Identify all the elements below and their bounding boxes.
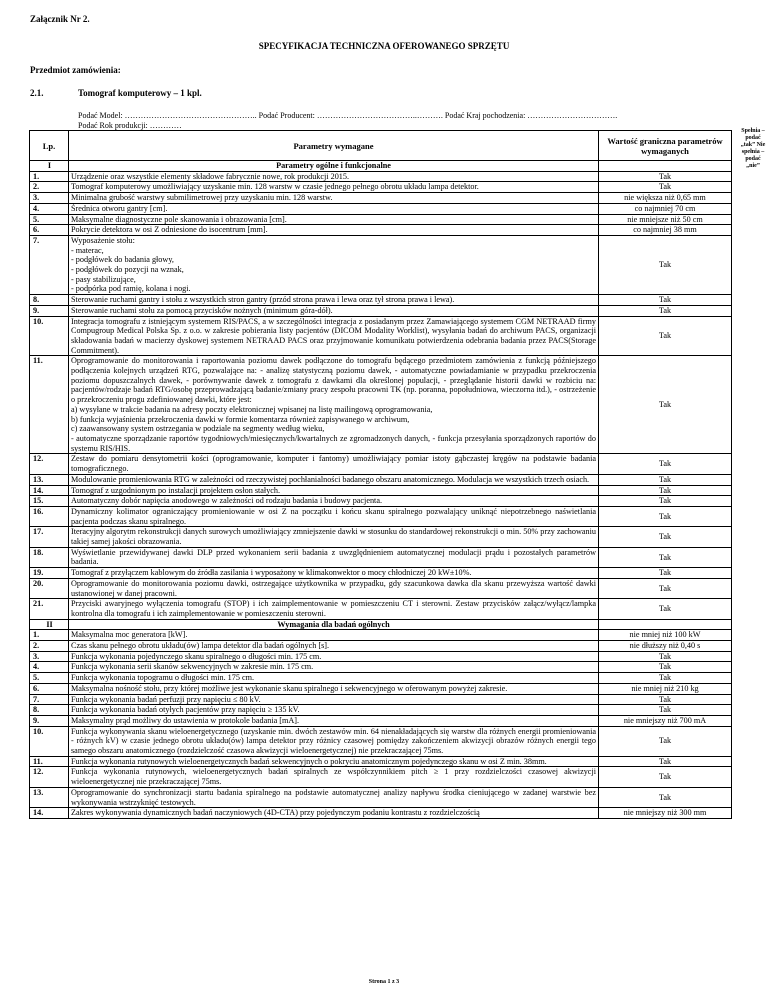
row-limit-value: Tak <box>599 726 732 756</box>
row-limit-value: Tak <box>599 767 732 787</box>
row-limit-value: Tak <box>599 568 732 579</box>
description-line: - podgłówek do badania głowy, <box>71 255 174 265</box>
row-number: 11. <box>30 356 69 454</box>
specification-table <box>29 130 732 819</box>
row-description: Funkcja wykonywania skanu wieloenergetycznego (uzyskanie min. dwóch zestawów min. 64 nienakładających się warstw dla różnych energii promieniowania - różnych kV) w czasie jednego obrotu układu(ów) lampa detektor przy różnicy czasowej pomiędzy zakończeniem akwizycji obrazów różnych energii tego samego obszaru anatomicznego (rozdzielczość czasowa akwizycji wieloenergetycznej) nie przekraczającej 75ms. <box>69 726 599 756</box>
row-description: Iteracyjny algorytm rekonstrukcji danych surowych umożliwiający zmniejszenie dawki w stosunku do standardowej rekonstrukcji o min. 50% przy zachowaniu takiej samej jakości obrazowania. <box>69 527 599 547</box>
row-limit-value: Tak <box>599 756 732 767</box>
description-line: Wyposażenie stołu: <box>71 235 135 245</box>
table-row <box>30 662 732 673</box>
row-number: 2. <box>30 182 69 193</box>
table-row <box>30 578 732 598</box>
row-number: 15. <box>30 496 69 507</box>
section-empty-cell <box>599 619 732 630</box>
row-number: 12. <box>30 767 69 787</box>
row-number: 11. <box>30 756 69 767</box>
fill-in-fields-line-2: Podać Rok produkcji: ………… <box>78 121 182 130</box>
row-description: Modulowanie promieniowania RTG w zależności od rzeczywistej pochłanialności badanego obszaru anatomicznego. Modulacja we wszystkich trzech osiach. <box>69 474 599 485</box>
row-limit-value: Tak <box>599 474 732 485</box>
table-row <box>30 715 732 726</box>
header-limit: Wartość graniczna parametrów wymaganych <box>599 131 732 161</box>
row-limit-value: Tak <box>599 454 732 474</box>
row-number: 5. <box>30 214 69 225</box>
row-limit-value: Tak <box>599 599 732 619</box>
row-description: Czas skanu pełnego obrotu układu(ów) lampa detektor dla badań ogólnych [s]. <box>69 641 599 652</box>
row-number: 13. <box>30 787 69 807</box>
table-row <box>30 305 732 316</box>
row-description: Średnica otworu gantry [cm]. <box>69 203 599 214</box>
page-number: Strona 1 z 3 <box>368 979 400 985</box>
row-number: 18. <box>30 547 69 567</box>
table-row <box>30 203 732 214</box>
description-line: a) wysyłane w trakcie badania na adresy poczty elektronicznej wpisanej na listę mailingową oprogramowania, <box>71 404 433 414</box>
row-limit-value: Tak <box>599 182 732 193</box>
row-limit-value: Tak <box>599 305 732 316</box>
table-row <box>30 356 732 454</box>
table-row <box>30 599 732 619</box>
row-number: 4. <box>30 662 69 673</box>
row-limit-value: co najmniej 70 cm <box>599 203 732 214</box>
row-limit-value: Tak <box>599 485 732 496</box>
row-description: Minimalna grubość warstwy submilimetrowej przy uzyskaniu min. 128 warstw. <box>69 193 599 204</box>
table-header-row <box>30 131 732 161</box>
compliance-column-note: Spełnia – podać „tak” Nie spełnia – podać „nie” <box>740 128 766 169</box>
row-limit-value: nie mniejszy niż 700 mA <box>599 715 732 726</box>
row-number: 16. <box>30 506 69 526</box>
table-row <box>30 726 732 756</box>
table-row <box>30 225 732 236</box>
row-limit-value: Tak <box>599 235 732 294</box>
row-limit-value: Tak <box>599 651 732 662</box>
table-row <box>30 651 732 662</box>
row-description: Funkcja wykonania rutynowych wieloenergetycznych badań sekwencyjnych o pokryciu anatomicznym pojedynczego skanu w osi Z min. 38mm. <box>69 756 599 767</box>
row-number: 17. <box>30 527 69 547</box>
table-row <box>30 182 732 193</box>
header-lp: Lp. <box>30 131 69 161</box>
row-description: Funkcja wykonania serii skanów sekwencyjnych w zakresie min. 175 cm. <box>69 662 599 673</box>
row-limit-value: Tak <box>599 547 732 567</box>
table-row <box>30 295 732 306</box>
row-description: Funkcja wykonania pojedynczego skanu spiralnego o długości min. 175 cm. <box>69 651 599 662</box>
row-description: Oprogramowanie do synchronizacji startu badania spiralnego na podstawie automatycznej analizy napływu środka cieniującego w zadanej warstwie bez wykonywania wstrzyknięć testowych. <box>69 787 599 807</box>
table-row <box>30 214 732 225</box>
row-description: Funkcja wykonania badań perfuzji przy napięciu ≤ 80 kV. <box>69 694 599 705</box>
row-number: 9. <box>30 305 69 316</box>
row-number: 14. <box>30 485 69 496</box>
section-number: I <box>30 161 69 172</box>
row-limit-value: Tak <box>599 578 732 598</box>
row-description: Oprogramowanie do monitorowania poziomu dawki, ostrzegające użytkownika w przypadku, gdy szacunkowa dawka dla skanu przewyższa wartość dawki ustanowionej w danej pracowni. <box>69 578 599 598</box>
section-header-row <box>30 161 732 172</box>
table-row <box>30 787 732 807</box>
row-limit-value: nie mniej niż 100 kW <box>599 630 732 641</box>
table-row <box>30 193 732 204</box>
table-row <box>30 641 732 652</box>
table-row <box>30 527 732 547</box>
row-number: 20. <box>30 578 69 598</box>
row-limit-value: Tak <box>599 171 732 182</box>
row-limit-value: nie mniejsze niż 50 cm <box>599 214 732 225</box>
row-limit-value: nie większa niż 0,65 mm <box>599 193 732 204</box>
row-number: 5. <box>30 673 69 684</box>
row-description: Maksymalny prąd możliwy do ustawienia w protokole badania [mA]. <box>69 715 599 726</box>
row-description: Maksymalna nośność stołu, przy której możliwe jest wykonanie skanu spiralnego i sekwencyjnego w oferowanym powyżej zakresie. <box>69 683 599 694</box>
row-description: Maksymalna moc generatora [kW]. <box>69 630 599 641</box>
description-line: b) funkcja wyjaśnienia przekroczenia dawki w formie komentarza również zapisywanego w archiwum, <box>71 414 410 424</box>
table-body <box>30 161 732 819</box>
table-row <box>30 496 732 507</box>
table-row <box>30 235 732 294</box>
row-number: 3. <box>30 651 69 662</box>
row-description: Maksymalne diagnostyczne pole skanowania i obrazowania [cm]. <box>69 214 599 225</box>
row-number: 9. <box>30 715 69 726</box>
row-description: Automatyczny dobór napięcia anodowego w zależności od rodzaju badania i budowy pacjenta. <box>69 496 599 507</box>
row-limit-value: nie mniej niż 210 kg <box>599 683 732 694</box>
table-row <box>30 808 732 819</box>
row-limit-value: Tak <box>599 705 732 716</box>
section-title: Parametry ogólne i funkcjonalne <box>69 161 599 172</box>
row-description: Przyciski awaryjnego wyłączenia tomografu (STOP) i ich zaimplementowanie w pomieszczeniu CT i sterowni. Zestaw przycisków załącz/wyłącz/lampka kontrolna dla tomografu i ich zaimplementowanie w pomieszczeniu sterowni. <box>69 599 599 619</box>
row-number: 8. <box>30 295 69 306</box>
row-number: 13. <box>30 474 69 485</box>
row-limit-value: Tak <box>599 506 732 526</box>
row-description: Urządzenie oraz wszystkie elementy składowe fabrycznie nowe, rok produkcji 2015. <box>69 171 599 182</box>
item-title: Tomograf komputerowy – 1 kpl. <box>78 88 202 98</box>
section-title: Wymagania dla badań ogólnych <box>69 619 599 630</box>
row-description: Funkcja wykonania badań otyłych pacjentów przy napięciu ≥ 135 kV. <box>69 705 599 716</box>
header-params: Parametry wymagane <box>69 131 599 161</box>
row-description: Funkcja wykonania topogramu o długości min. 175 cm. <box>69 673 599 684</box>
row-number: 1. <box>30 171 69 182</box>
row-description: Pokrycie detektora w osi Z odniesione do isocentrum [mm]. <box>69 225 599 236</box>
table-row <box>30 694 732 705</box>
row-limit-value: Tak <box>599 356 732 454</box>
row-description: Integracja tomografu z istniejącym systemem RIS/PACS, a w szczególności integracja z posiadanym przez Zamawiającego systemem CGM NETRAAD firmy Compugroup Medical Polska Sp. z o.o. w zakresie pobierania listy pacjentów (DICOM Modality Worklist), wysyłania badań do archiwum PACS, organizacji składowania badań w macierzy dyskowej systemem NETRAAD PACS oraz przyjmowanie komunikatu potwierdzenia odebrania badania przez PACS(Storage Commitment). <box>69 316 599 356</box>
section-empty-cell <box>599 161 732 172</box>
row-limit-value: Tak <box>599 673 732 684</box>
description-line: - pasy stabilizujące, <box>71 274 136 284</box>
table-row <box>30 474 732 485</box>
subject-label: Przedmiot zamówienia: <box>30 65 121 75</box>
row-limit-value: co najmniej 38 mm <box>599 225 732 236</box>
attachment-label: Załącznik Nr 2. <box>30 14 90 24</box>
row-number: 7. <box>30 694 69 705</box>
row-limit-value: nie mniejszy niż 300 mm <box>599 808 732 819</box>
description-line: Oprogramowanie do monitorowania i raportowania poziomu dawek podłączone do tomografu będącego przedmiotem zamówienia z funkcją późniejszego podłączenia kolejnych urządzeń RTG, pozwalające na: - analizę statystyczną poziomu dawek, - automatyczne powiadamianie w przypadku przekroczenia poziomu dopuszczalnych dawek, - porównywanie dawek z tomografu z dawkami dla określonej populacji, - przeglądanie historii dawki w rozbiciu na: pacjentów/rodzaje badań RTG/osobę przeprowadzającą badanie/zmiany pracy zespołu pracowni TK (np. poranna, popołudniowa, wieczorna itd.), - ostrzeżenie o przekroczeniu progu zdefiniowanej dawki, które jest: <box>71 356 596 405</box>
row-limit-value: Tak <box>599 694 732 705</box>
row-limit-value: Tak <box>599 787 732 807</box>
table-row <box>30 568 732 579</box>
row-limit-value: Tak <box>599 496 732 507</box>
table-row <box>30 683 732 694</box>
row-number: 21. <box>30 599 69 619</box>
row-limit-value: Tak <box>599 316 732 356</box>
row-number: 6. <box>30 683 69 694</box>
row-number: 6. <box>30 225 69 236</box>
description-line: - podgłówek do pozycji na wznak, <box>71 265 184 275</box>
row-number: 10. <box>30 316 69 356</box>
row-number: 14. <box>30 808 69 819</box>
row-description: Zakres wykonywania dynamicznych badań naczyniowych (4D-CTA) przy pojedynczym podaniu kontrastu z rozdzielczością <box>69 808 599 819</box>
row-number: 10. <box>30 726 69 756</box>
row-limit-value: Tak <box>599 662 732 673</box>
table-row <box>30 705 732 716</box>
fill-in-fields-line-1: Podać Model: ………………………………………….. Podać Producent: ………………………………..………. Podać Kraj pochodzenia: ……………………………. <box>78 111 618 120</box>
table-row <box>30 454 732 474</box>
table-row <box>30 630 732 641</box>
section-header-row <box>30 619 732 630</box>
row-number: 4. <box>30 203 69 214</box>
description-line: - podpórka pod ramię, kolana i nogi. <box>71 284 191 294</box>
description-line: - automatyczne sporządzanie raportów tygodniowych/miesięcznych/kwartalnych ze zgromadzonych danych, - funkcja przesyłania sporządzonych raportów do systemu RIS/HIS. <box>71 433 596 453</box>
row-description <box>69 356 599 454</box>
row-description: Funkcja wykonania rutynowych, wieloenergetycznych badań spiralnych ze współczynnikiem pitch ≥ 1 przy rozdzielczości czasowej akwizycji wieloenergetycznej nie przekraczającej 75ms. <box>69 767 599 787</box>
table-row <box>30 756 732 767</box>
row-limit-value: Tak <box>599 527 732 547</box>
row-number: 19. <box>30 568 69 579</box>
document-title: SPECYFIKACJA TECHNICZNA OFEROWANEGO SPRZĘTU <box>258 41 510 51</box>
table-row <box>30 316 732 356</box>
row-description: Tomograf z przyłączem kablowym do źródła zasilania i wyposażony w klimakonwektor o mocy chłodniczej 20 kW±10%. <box>69 568 599 579</box>
table-row <box>30 547 732 567</box>
row-number: 3. <box>30 193 69 204</box>
row-description: Sterowanie ruchami stołu za pomocą przycisków nożnych (minimum góra-dół). <box>69 305 599 316</box>
row-description: Zestaw do pomiaru densytometrii kości (oprogramowanie, komputer i fantomy) umożliwiający pomiar istoty gąbczastej kręgów na podstawie badania tomograficznego. <box>69 454 599 474</box>
row-number: 7. <box>30 235 69 294</box>
description-line: c) zaawansowany system ostrzegania w podziale na segmenty według wieku, <box>71 424 325 434</box>
row-number: 2. <box>30 641 69 652</box>
row-number: 8. <box>30 705 69 716</box>
table-row <box>30 506 732 526</box>
row-description <box>69 235 599 294</box>
row-limit-value: nie dłuższy niż 0,40 s <box>599 641 732 652</box>
row-description: Wyświetlanie przewidywanej dawki DLP przed wykonaniem serii badania z uwzględnieniem automatycznej modulacji prądu i pozostałych parametrów badania. <box>69 547 599 567</box>
description-line: - materac, <box>71 245 104 255</box>
row-number: 1. <box>30 630 69 641</box>
item-number: 2.1. <box>30 88 44 98</box>
row-description: Tomograf komputerowy umożliwiający uzyskanie min. 128 warstw w czasie jednego pełnego obrotu układu lampa detektor. <box>69 182 599 193</box>
row-description: Tomograf z uzgodnionym po instalacji projektem osłon stałych. <box>69 485 599 496</box>
section-number: II <box>30 619 69 630</box>
row-number: 12. <box>30 454 69 474</box>
row-description: Dynamiczny kolimator ograniczający promieniowanie w osi Z na początku i końcu skanu spiralnego pozwalający uniknąć niepotrzebnego naświetlania pacjenta podczas skanu spiralnego. <box>69 506 599 526</box>
table-row <box>30 767 732 787</box>
table-row <box>30 485 732 496</box>
table-row <box>30 673 732 684</box>
row-limit-value: Tak <box>599 295 732 306</box>
row-description: Sterowanie ruchami gantry i stołu z wszystkich stron gantry (przód strona prawa i lewa oraz tył strona prawa i lewa). <box>69 295 599 306</box>
table-row <box>30 171 732 182</box>
